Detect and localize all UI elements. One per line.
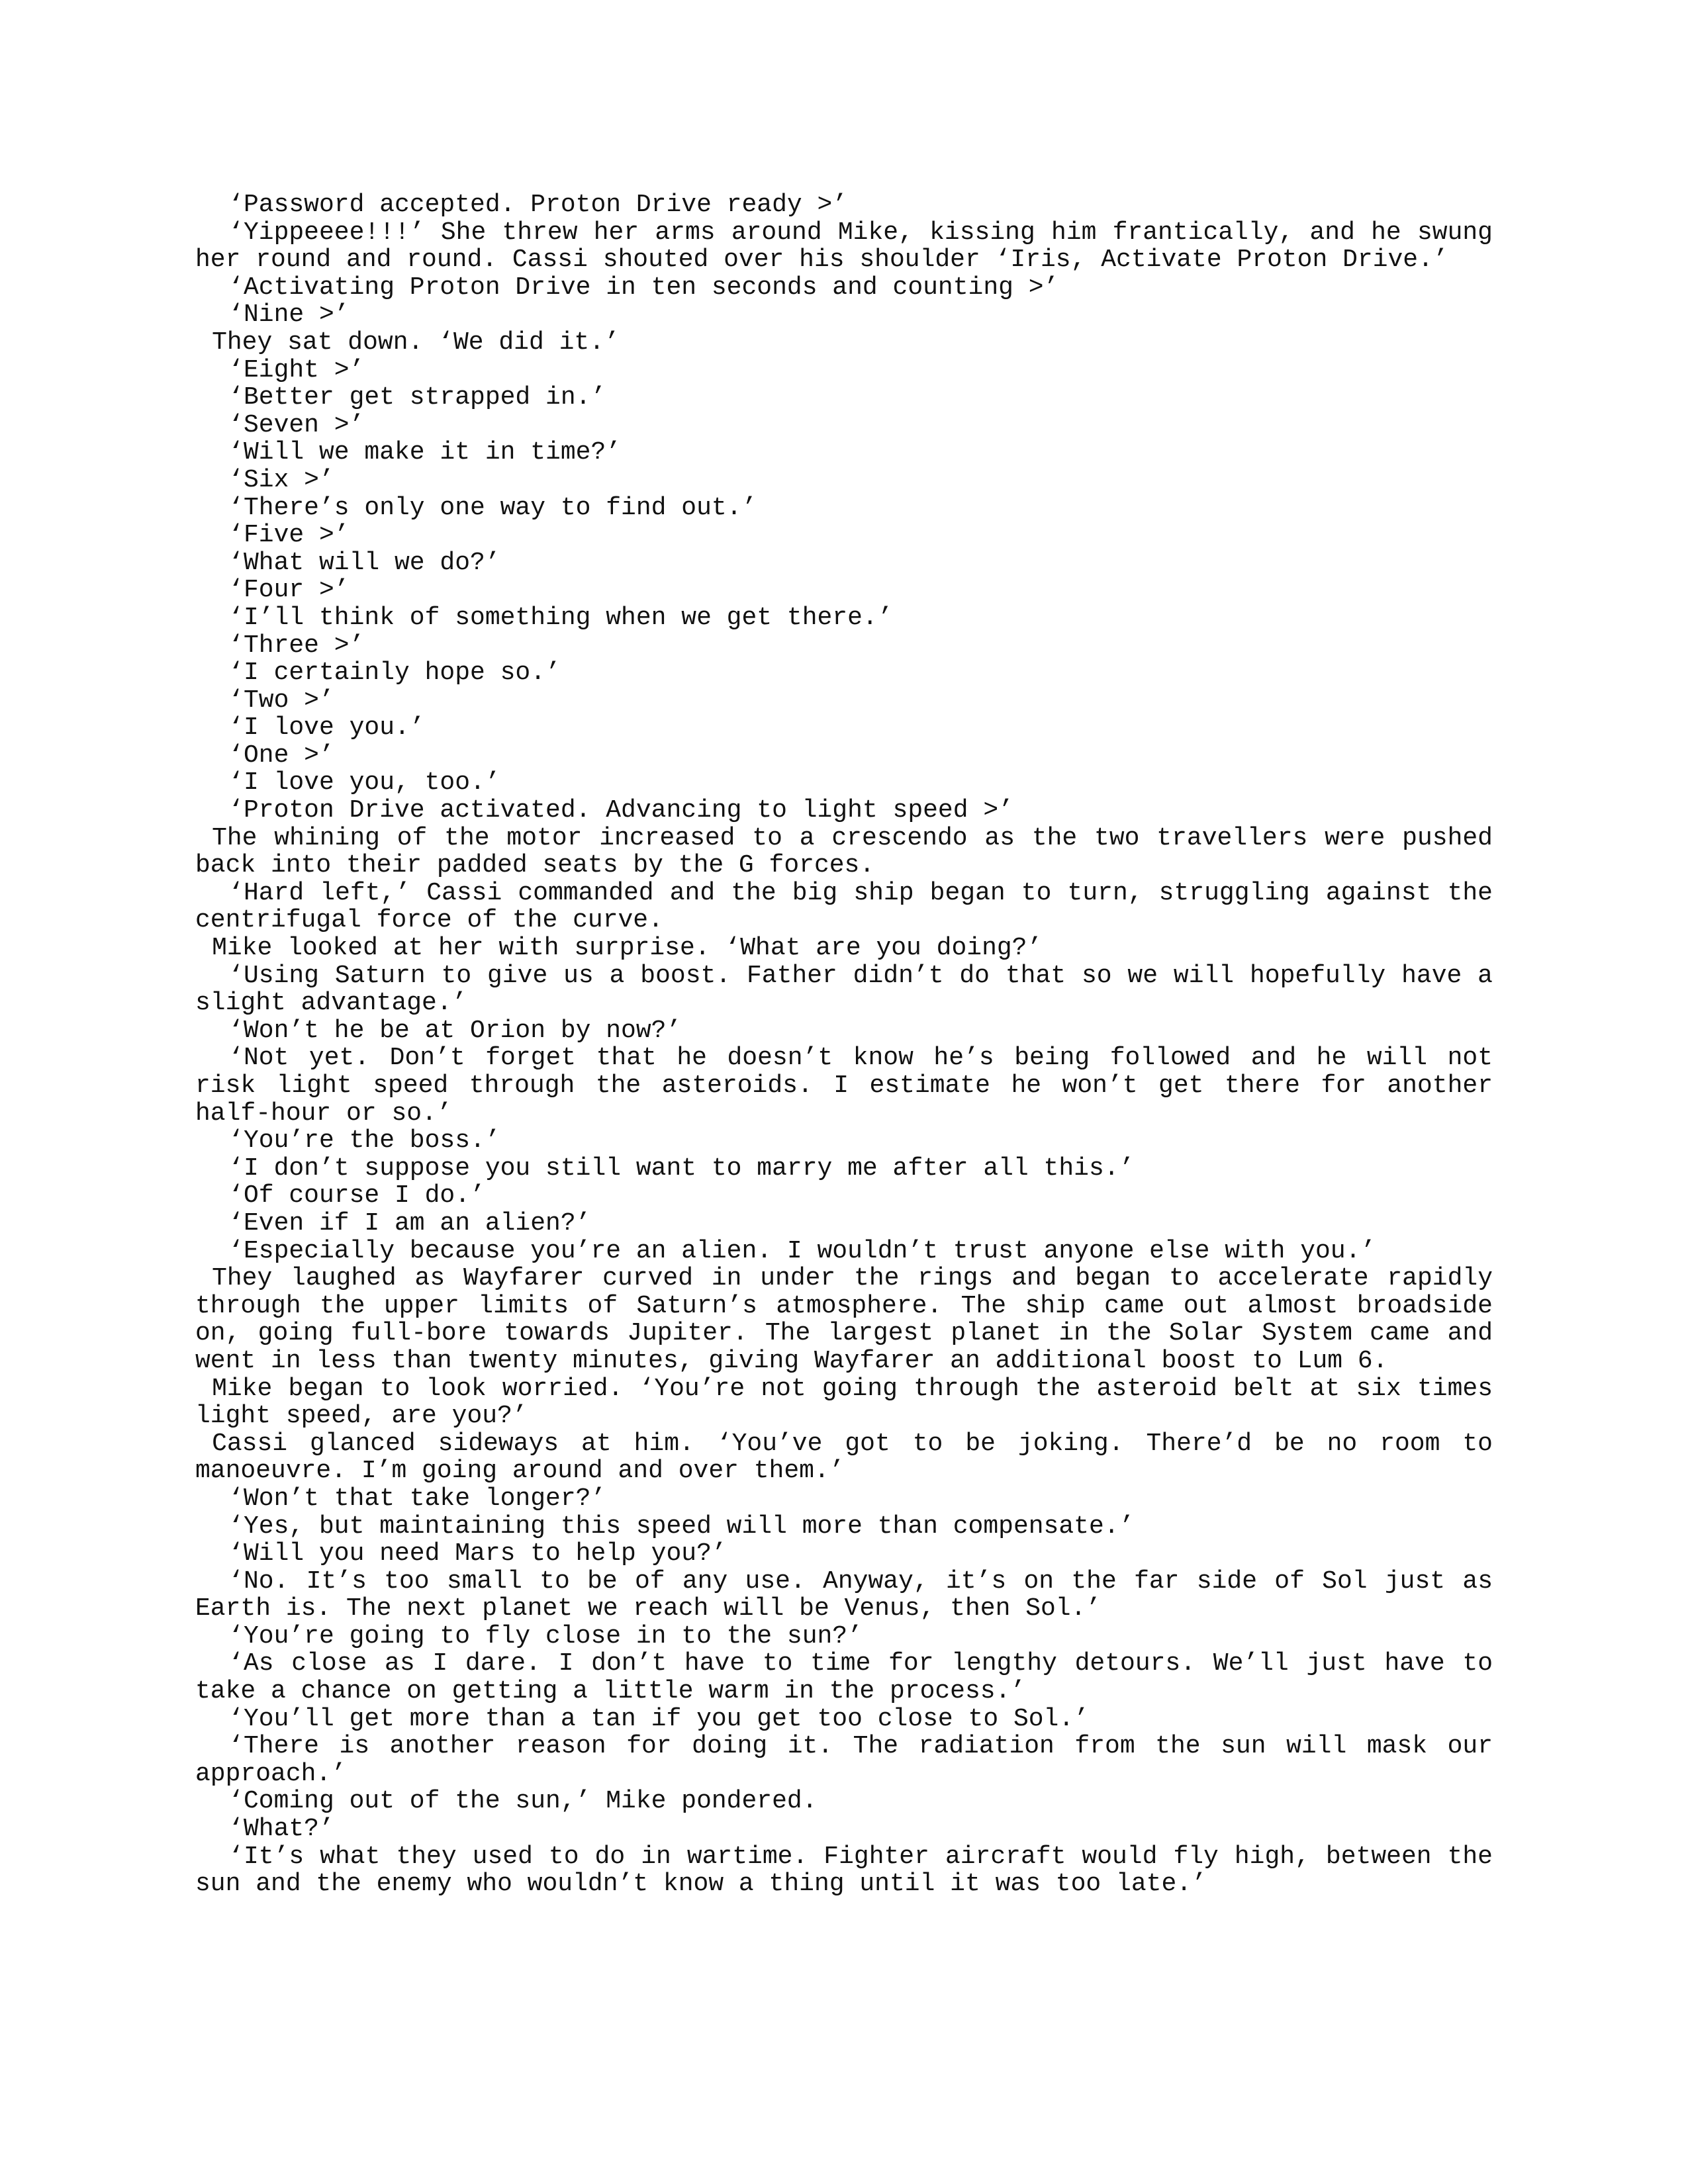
body-paragraph: ‘There’s only one way to find out.’ bbox=[228, 493, 757, 522]
body-paragraph: ‘Two >’ bbox=[228, 686, 334, 715]
body-paragraph: ‘There is another reason for doing it. The radiation from the sun will mask our approach.’ bbox=[195, 1732, 1493, 1788]
body-paragraph: ‘Hard left,’ Cassi commanded and the big ship began to turn, struggling against the centrifugal force of the curve. bbox=[195, 878, 1493, 935]
body-paragraph: ‘I love you.’ bbox=[228, 713, 425, 743]
body-paragraph: ‘Password accepted. Proton Drive ready >’ bbox=[228, 191, 848, 219]
body-paragraph: ‘Won’t that take longer?’ bbox=[228, 1484, 606, 1513]
body-paragraph: ‘Seven >’ bbox=[228, 410, 365, 439]
body-paragraph: ‘You’re the boss.’ bbox=[228, 1126, 500, 1156]
body-paragraph: ‘Not yet. Don’t forget that he doesn’t know he’s being followed and he will not risk light speed through the asteroids. I estimate he won’t get there for another half-hour or so.’ bbox=[195, 1044, 1493, 1128]
body-paragraph: ‘Proton Drive activated. Advancing to light speed >’ bbox=[228, 796, 1013, 825]
body-paragraph: They laughed as Wayfarer curved in under the rings and began to accelerate rapidly through the upper limits of Saturn’s atmosphere. The ship came out almost broadside on, going full-bore towards Jupiter. The largest planet in the Solar System came and went in less than twenty minutes, giving Wayfarer an additional boost to Lum 6. bbox=[195, 1264, 1493, 1375]
body-paragraph: Mike began to look worried. ‘You’re not going through the asteroid belt at six times light speed, are you?’ bbox=[195, 1374, 1493, 1431]
body-paragraph: ‘Better get strapped in.’ bbox=[228, 383, 606, 412]
body-paragraph: ‘Coming out of the sun,’ Mike pondered. bbox=[228, 1787, 818, 1816]
body-paragraph: ‘I’ll think of something when we get there.’ bbox=[228, 603, 893, 632]
body-paragraph: ‘Four >’ bbox=[228, 576, 350, 605]
body-paragraph: They sat down. ‘We did it.’ bbox=[212, 328, 620, 357]
document-page bbox=[195, 191, 1493, 1898]
body-paragraph: ‘I certainly hope so.’ bbox=[228, 659, 561, 688]
body-paragraph: Mike looked at her with surprise. ‘What are you doing?’ bbox=[212, 934, 1043, 963]
body-paragraph: ‘Nine >’ bbox=[228, 300, 350, 330]
body-paragraph: ‘I don’t suppose you still want to marry me after all this.’ bbox=[228, 1154, 1135, 1183]
body-paragraph: ‘It’s what they used to do in wartime. Fighter aircraft would fly high, between the sun and the enemy who wouldn’t know a thing until it was too late.’ bbox=[195, 1842, 1493, 1899]
body-paragraph: ‘Five >’ bbox=[228, 521, 350, 550]
body-paragraph: ‘Yippeeee!!!’ She threw her arms around Mike, kissing him frantically, and he swung her round and round. Cassi shouted over his shoulder ‘Iris, Activate Proton Drive.’ bbox=[195, 218, 1493, 275]
body-paragraph: ‘Especially because you’re an alien. I wouldn’t trust anyone else with you.’ bbox=[228, 1236, 1376, 1265]
body-paragraph: ‘Won’t he be at Orion by now?’ bbox=[228, 1016, 682, 1045]
body-paragraph: The whining of the motor increased to a crescendo as the two travellers were pushed back into their padded seats by the G forces. bbox=[195, 823, 1493, 880]
body-paragraph: ‘What?’ bbox=[228, 1815, 334, 1844]
body-paragraph: ‘I love you, too.’ bbox=[228, 768, 500, 797]
body-paragraph: ‘Eight >’ bbox=[228, 355, 365, 385]
body-paragraph: ‘Using Saturn to give us a boost. Father didn’t do that so we will hopefully have a slight advantage.’ bbox=[195, 961, 1493, 1018]
body-paragraph: ‘Will we make it in time?’ bbox=[228, 438, 622, 467]
body-paragraph: ‘Six >’ bbox=[228, 465, 334, 494]
body-paragraph: ‘Activating Proton Drive in ten seconds and counting >’ bbox=[228, 273, 1059, 302]
body-paragraph: ‘Yes, but maintaining this speed will more than compensate.’ bbox=[228, 1512, 1135, 1541]
body-paragraph: ‘You’ll get more than a tan if you get too close to Sol.’ bbox=[228, 1704, 1089, 1733]
body-paragraph: ‘Even if I am an alien?’ bbox=[228, 1208, 591, 1238]
body-paragraph: ‘Will you need Mars to help you?’ bbox=[228, 1539, 727, 1569]
body-paragraph: ‘Three >’ bbox=[228, 631, 365, 660]
body-paragraph: ‘You’re going to fly close in to the sun?’ bbox=[228, 1621, 863, 1651]
body-paragraph: ‘One >’ bbox=[228, 741, 334, 770]
body-paragraph: Cassi glanced sideways at him. ‘You’ve got to be joking. There’d be no room to manoeuvre. I’m going around and over them.’ bbox=[195, 1429, 1493, 1486]
body-paragraph: ‘No. It’s too small to be of any use. Anyway, it’s on the far side of Sol just as Earth is. The next planet we reach will be Venus, then Sol.’ bbox=[195, 1567, 1493, 1623]
body-paragraph: ‘What will we do?’ bbox=[228, 548, 500, 577]
body-paragraph: ‘As close as I dare. I don’t have to time for lengthy detours. We’ll just have to take a chance on getting a little warm in the process.’ bbox=[195, 1649, 1493, 1706]
body-paragraph: ‘Of course I do.’ bbox=[228, 1181, 485, 1210]
